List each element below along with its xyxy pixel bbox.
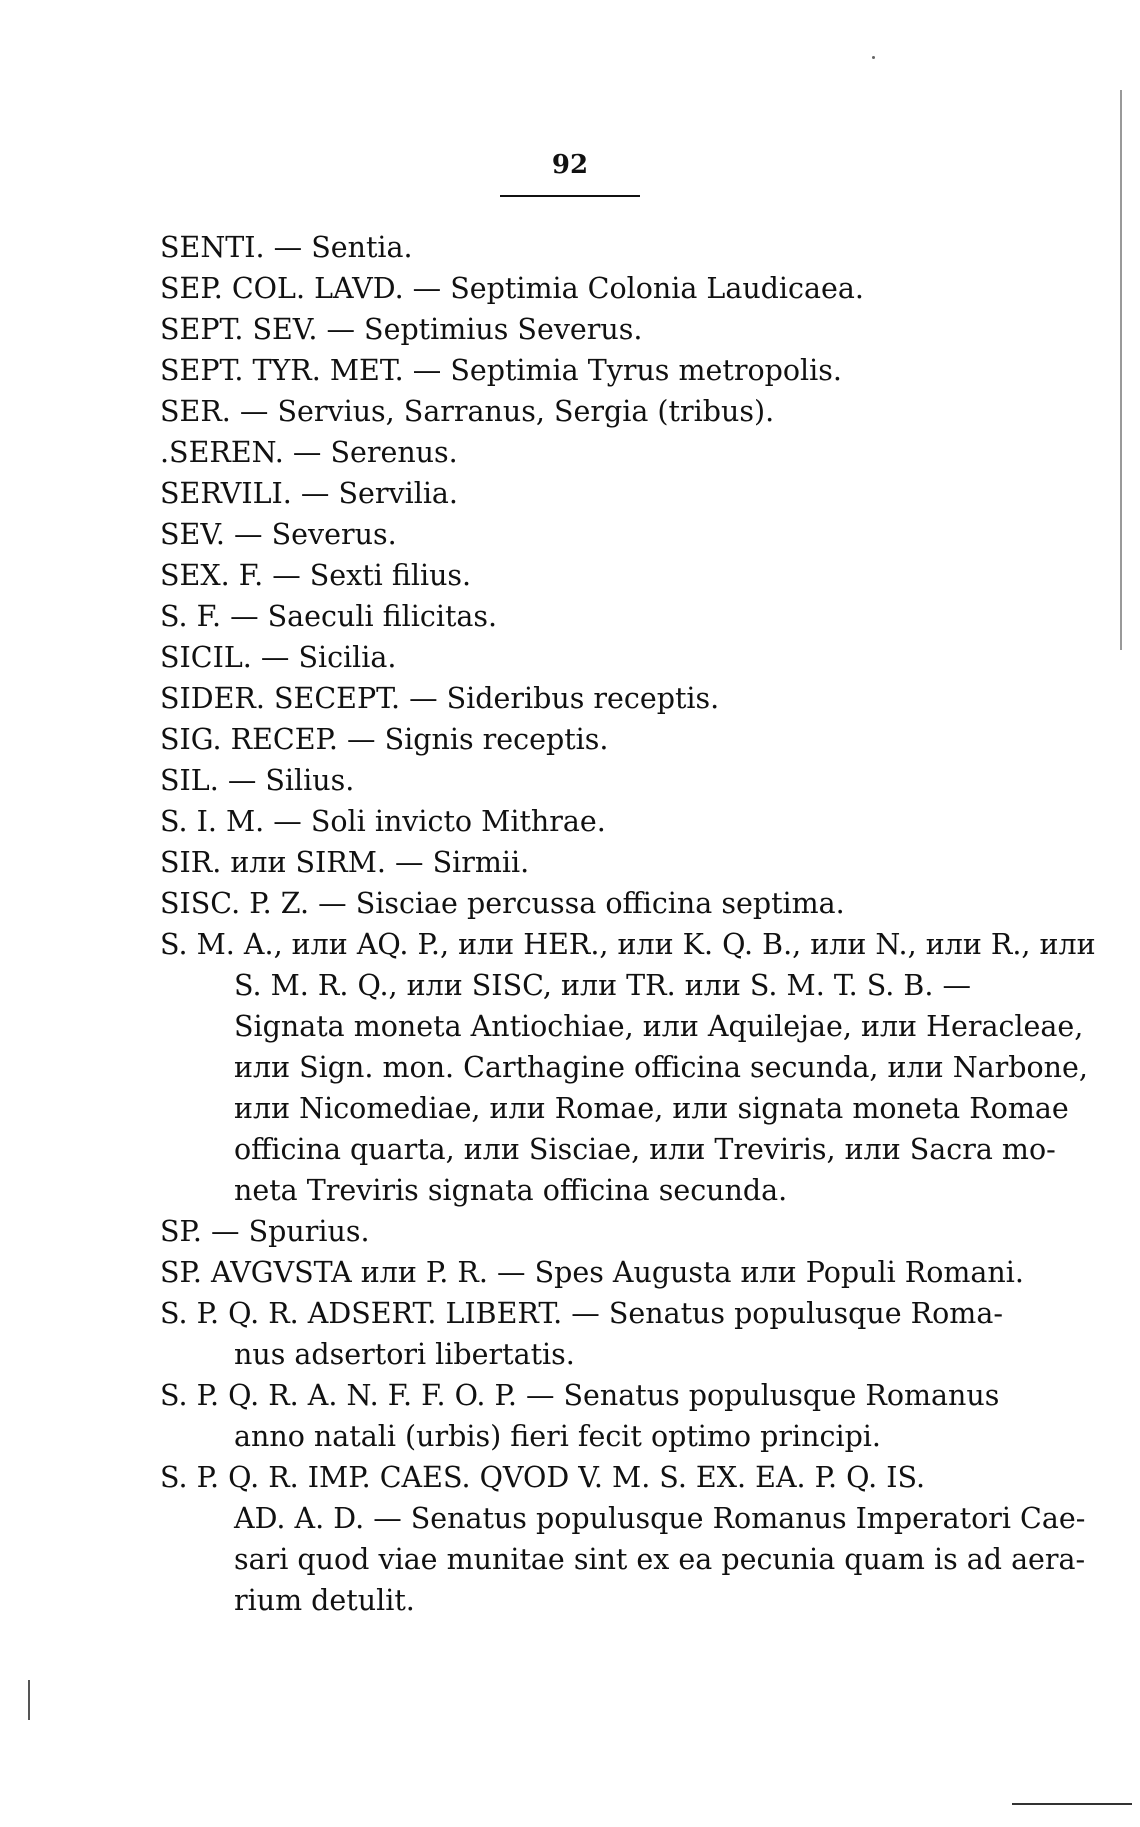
page-number-rule: [500, 195, 640, 197]
entry-continuation-line: officina quarta, или Sisciae, или Treviris, или Sacra mo-: [234, 1133, 1056, 1166]
entry-line: SERVILI. — Servilia.: [160, 477, 458, 510]
entry-line: S. I. M. — Soli invicto Mithrae.: [160, 805, 606, 838]
scan-margin-mark: [28, 1680, 30, 1720]
entry-continuation-line: neta Treviris signata officina secunda.: [234, 1174, 788, 1207]
page-number: 92: [551, 150, 589, 180]
entry-line: S. P. Q. R. ADSERT. LIBERT. — Senatus populusque Roma-: [160, 1297, 1003, 1330]
scan-speck: [872, 56, 875, 59]
entry-line: SEPT. SEV. — Septimius Severus.: [160, 313, 643, 346]
entry-continuation-line: rium detulit.: [234, 1584, 415, 1617]
entry-continuation-line: AD. A. D. — Senatus populusque Romanus Imperatori Cae-: [234, 1502, 1086, 1535]
entry-continuation-line: Signata moneta Antiochiae, или Aquilejae, или Heracleae,: [234, 1010, 1084, 1043]
entry-line: S. M. A., или AQ. P., или HER., или K. Q. B., или N., или R., или: [160, 928, 1096, 961]
entry-continuation-line: anno natali (urbis) fieri fecit optimo principi.: [234, 1420, 881, 1453]
scan-corner-mark: [1012, 1803, 1132, 1805]
entry-line: SENTI. — Sentia.: [160, 231, 413, 264]
entry-line: S. P. Q. R. IMP. CAES. QVOD V. M. S. EX. EA. P. Q. IS.: [160, 1461, 926, 1494]
entry-line: SEP. COL. LAVD. — Septimia Colonia Laudicaea.: [160, 272, 864, 305]
entry-line: SEPT. TYR. MET. — Septimia Tyrus metropolis.: [160, 354, 842, 387]
entry-line: SIR. или SIRM. — Sirmii.: [160, 846, 530, 879]
entry-line: SEX. F. — Sexti filius.: [160, 559, 472, 592]
entry-line: S. F. — Saeculi filicitas.: [160, 600, 498, 633]
entry-line: SIG. RECEP. — Signis receptis.: [160, 723, 609, 756]
entry-line: SICIL. — Sicilia.: [160, 641, 397, 674]
entry-continuation-line: или Sign. mon. Carthagine officina secunda, или Narbone,: [234, 1051, 1088, 1084]
entry-line: SER. — Servius, Sarranus, Sergia (tribus).: [160, 395, 775, 428]
entry-line: SIL. — Silius.: [160, 764, 355, 797]
entry-line: S. P. Q. R. A. N. F. F. O. P. — Senatus populusque Romanus: [160, 1379, 1000, 1412]
entry-continuation-line: S. M. R. Q., или SISC, или TR. или S. M. T. S. B. —: [234, 969, 971, 1002]
entry-line: SIDER. SECEPT. — Sideribus receptis.: [160, 682, 720, 715]
entry-continuation-line: или Nicomediae, или Romae, или signata moneta Romae: [234, 1092, 1069, 1125]
entry-line: SP. — Spurius.: [160, 1215, 370, 1248]
abbreviation-list: [160, 227, 1096, 1621]
entry-continuation-line: sari quod viae munitae sint ex ea pecunia quam is ad aera-: [234, 1543, 1086, 1576]
entry-line: SP. AVGVSTA или P. R. — Spes Augusta или Populi Romani.: [160, 1256, 1024, 1289]
entry-line: .SEREN. — Serenus.: [160, 436, 458, 469]
scan-edge-line: [1120, 90, 1122, 650]
entry-continuation-line: nus adsertori libertatis.: [234, 1338, 575, 1371]
entry-line: SEV. — Severus.: [160, 518, 397, 551]
entry-line: SISC. P. Z. — Sisciae percussa officina septima.: [160, 887, 845, 920]
